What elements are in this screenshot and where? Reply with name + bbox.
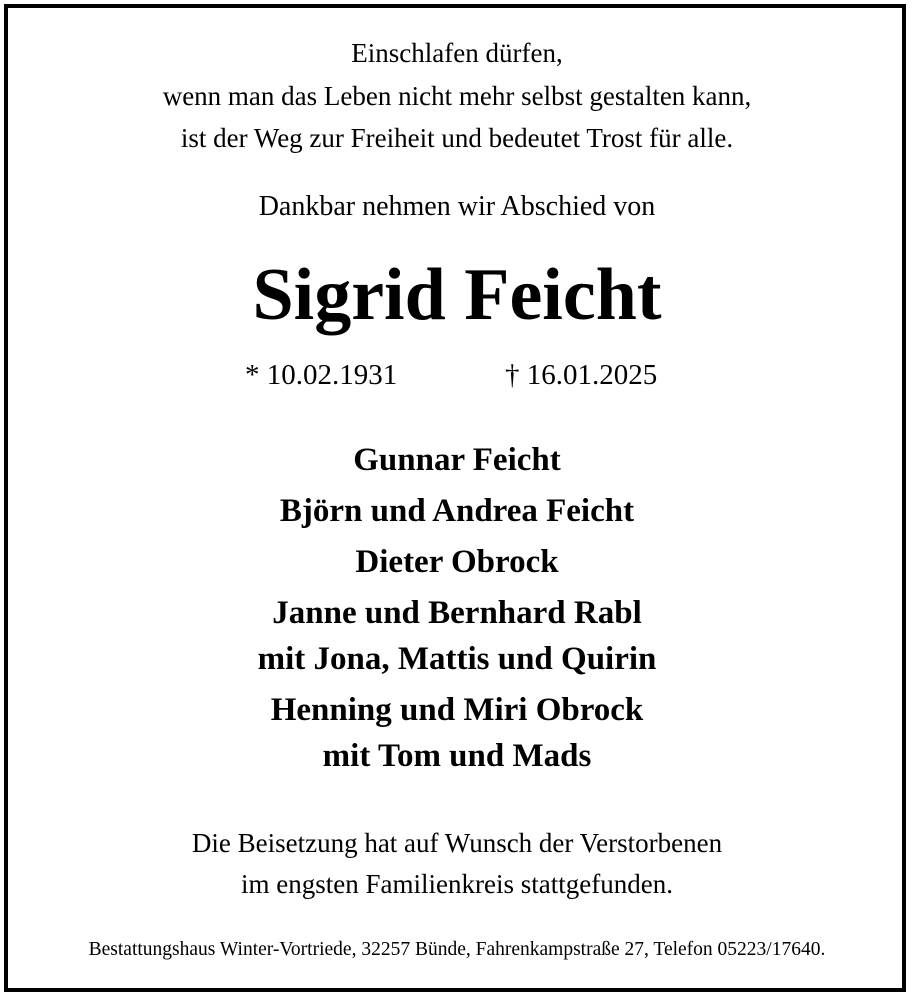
- family-member: Björn und Andrea Feicht: [279, 493, 635, 529]
- burial-notice: [0, 823, 914, 905]
- poem-line: Einschlafen dürfen,: [351, 38, 563, 68]
- family-list: [0, 437, 914, 784]
- family-group: [0, 437, 914, 483]
- birth-date: * 10.02.1931: [245, 359, 398, 391]
- family-member: mit Jona, Mattis und Quirin: [257, 641, 657, 677]
- family-member: Janne und Bernhard Rabl: [272, 595, 642, 631]
- family-group: [0, 488, 914, 534]
- family-group: [0, 590, 914, 682]
- death-date: † 16.01.2025: [505, 359, 658, 391]
- burial-line: Die Beisetzung hat auf Wunsch der Verstorbenen: [191, 828, 723, 858]
- family-member: Gunnar Feicht: [353, 442, 561, 478]
- family-group: [0, 539, 914, 585]
- burial-line: im engsten Familienkreis stattgefunden.: [241, 869, 673, 899]
- family-group: [0, 687, 914, 779]
- family-member: Dieter Obrock: [355, 544, 559, 580]
- poem-line: ist der Weg zur Freiheit und bedeutet Trost für alle.: [180, 123, 734, 153]
- poem: [0, 32, 914, 160]
- family-member: Henning und Miri Obrock: [270, 692, 644, 728]
- family-member: mit Tom und Mads: [322, 738, 592, 774]
- poem-line: wenn man das Leben nicht mehr selbst gestalten kann,: [162, 80, 752, 111]
- funeral-home-footer: Bestattungshaus Winter-Vortriede, 32257 Bünde, Fahrenkampstraße 27, Telefon 05223/17640.: [88, 939, 826, 960]
- deceased-name: Sigrid Feicht: [252, 254, 662, 336]
- intro-text: Dankbar nehmen wir Abschied von: [258, 191, 656, 222]
